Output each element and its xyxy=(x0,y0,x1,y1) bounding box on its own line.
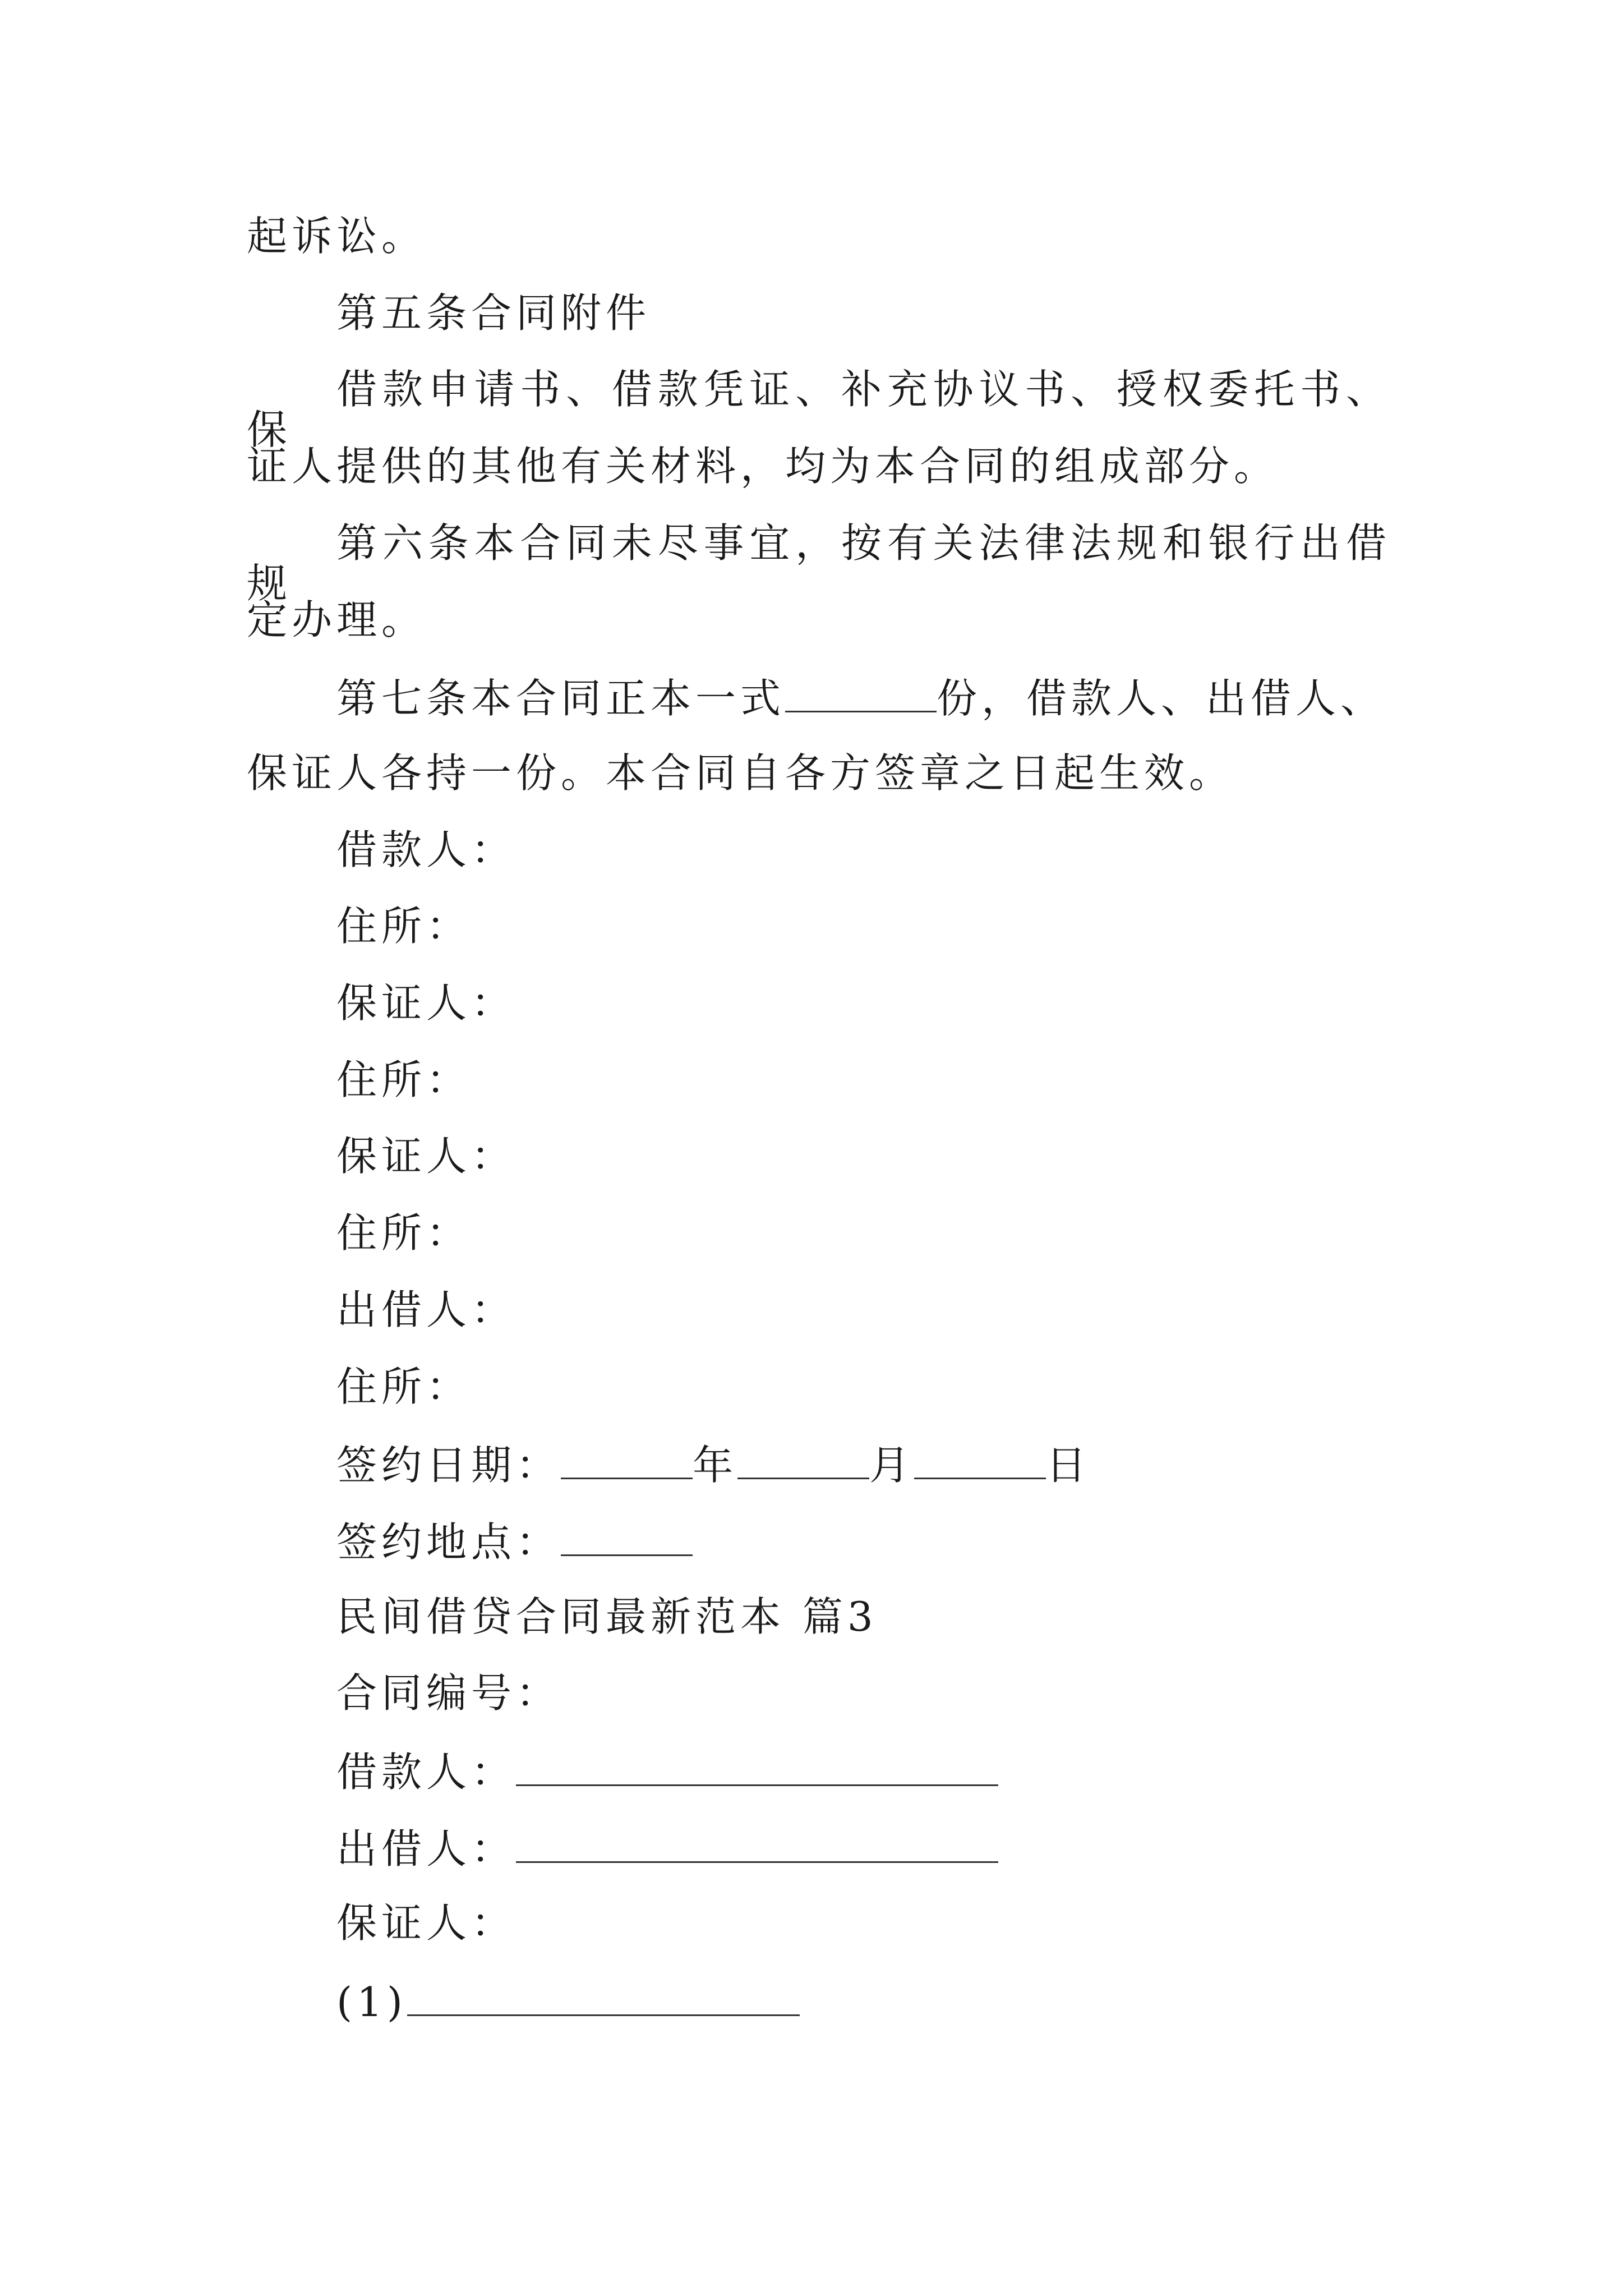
text: 第五条合同附件 xyxy=(336,289,651,337)
paragraph-line xyxy=(247,749,1234,797)
text: 合同编号： xyxy=(336,1669,561,1717)
text: 住所： xyxy=(336,903,472,950)
place-blank[interactable] xyxy=(561,1520,693,1556)
text: 住所： xyxy=(336,1209,472,1257)
text: 保证人： xyxy=(336,979,517,1027)
lender-label xyxy=(336,1286,517,1333)
text: 出借人： xyxy=(336,1825,517,1872)
text: 签约地点： xyxy=(336,1519,561,1566)
borrower-field xyxy=(336,1749,998,1796)
section-title xyxy=(336,1593,878,1640)
address-label xyxy=(336,1209,472,1257)
text: 月 xyxy=(869,1442,915,1489)
article-heading xyxy=(336,289,651,337)
text: 年 xyxy=(693,1442,738,1489)
address-label xyxy=(336,903,472,950)
text: 签约日期： xyxy=(336,1442,561,1489)
text: 出借人： xyxy=(336,1286,517,1333)
contract-number-label xyxy=(336,1669,561,1717)
lender-field xyxy=(336,1825,998,1872)
guarantor-item xyxy=(336,1978,800,2026)
text: 第七条本合同正本一式 xyxy=(336,675,786,722)
text: 第六条本合同未尽事宜，按有关法律法规和银行出借规 xyxy=(247,519,1391,607)
guarantor-label xyxy=(336,979,517,1027)
copies-blank[interactable] xyxy=(785,676,937,712)
year-blank[interactable] xyxy=(561,1443,693,1479)
guarantor-field xyxy=(336,1899,517,1947)
text: 份，借款人、出借人、 xyxy=(937,675,1386,722)
text: 保证人： xyxy=(336,1899,517,1947)
text: 证人提供的其他有关材料，均为本合同的组成部分。 xyxy=(247,443,1279,490)
day-blank[interactable] xyxy=(914,1443,1046,1479)
text: 住所： xyxy=(336,1363,472,1410)
lender-blank[interactable] xyxy=(516,1826,998,1863)
signing-date xyxy=(336,1442,1091,1489)
paragraph-line xyxy=(247,596,427,643)
month-blank[interactable] xyxy=(737,1443,869,1479)
paragraph-line xyxy=(336,675,1386,722)
text: 日 xyxy=(1046,1442,1091,1489)
guarantor-1-blank[interactable] xyxy=(407,1980,800,2016)
borrower-blank[interactable] xyxy=(516,1750,998,1786)
paragraph-line xyxy=(247,519,1391,607)
text: 借款人： xyxy=(336,826,517,873)
borrower-label xyxy=(336,826,517,873)
paragraph-line xyxy=(247,443,1279,490)
address-label xyxy=(336,1363,472,1410)
text: 民间借贷合同最新范本 篇3 xyxy=(336,1593,878,1640)
signing-place xyxy=(336,1519,693,1566)
text: 保证人各持一份。本合同自各方签章之日起生效。 xyxy=(247,749,1234,797)
paragraph-line xyxy=(247,213,427,260)
address-label xyxy=(336,1056,472,1103)
paragraph-line xyxy=(247,366,1391,453)
text: 住所： xyxy=(336,1056,472,1103)
text: (1) xyxy=(336,1978,407,2026)
text: 定办理。 xyxy=(247,596,427,643)
guarantor-label xyxy=(336,1133,517,1180)
text: 起诉讼。 xyxy=(247,213,427,260)
text: 借款人： xyxy=(336,1749,517,1796)
text: 保证人： xyxy=(336,1133,517,1180)
text: 借款申请书、借款凭证、补充协议书、授权委托书、保 xyxy=(247,366,1391,453)
